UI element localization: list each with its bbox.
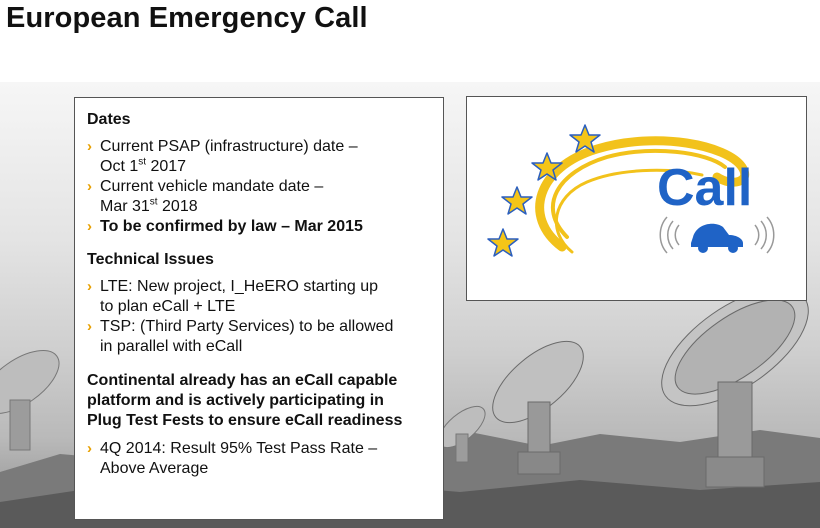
- tsp-line1: TSP: (Third Party Services) to be allowed: [100, 318, 394, 335]
- psap-date-line1: Current PSAP (infrastructure) date –: [100, 138, 358, 155]
- test-result-line2: Above Average: [100, 460, 209, 477]
- info-text-box: [74, 97, 444, 520]
- confirm-by-law: To be confirmed by law – Mar 2015: [100, 218, 363, 235]
- list-item: [87, 439, 431, 479]
- continental-statement: Continental already has an eCall capable platform and is actively participating in Plug Test Fests to ensure eCall readiness: [87, 372, 403, 429]
- list-item: [87, 317, 431, 357]
- lte-line1: LTE: New project, I_HeERO starting up: [100, 278, 379, 295]
- psap-date-line2: Oct 1st 2017: [100, 156, 187, 175]
- bullet-arrow-icon: ›: [87, 218, 92, 235]
- list-item: [87, 137, 431, 177]
- bullet-arrow-icon: ›: [87, 278, 92, 295]
- bullet-arrow-icon: ›: [87, 318, 92, 335]
- list-item: [87, 217, 431, 237]
- tsp-line2: in parallel with eCall: [100, 338, 243, 355]
- lte-line2: to plan eCall + LTE: [100, 298, 236, 315]
- bullet-arrow-icon: ›: [87, 178, 92, 195]
- ecall-logo: [467, 97, 808, 302]
- test-result-line1: 4Q 2014: Result 95% Test Pass Rate –: [100, 440, 378, 457]
- logo-text: Call: [657, 159, 753, 217]
- ecall-logo-box: [466, 96, 807, 301]
- car-icon: [691, 224, 743, 253]
- bullet-arrow-icon: ›: [87, 138, 92, 155]
- page-title: European Emergency Call: [6, 2, 368, 34]
- list-item: [87, 177, 431, 217]
- bullet-arrow-icon: ›: [87, 440, 92, 457]
- vehicle-date-line2: Mar 31st 2018: [100, 196, 198, 215]
- dates-heading: Dates: [87, 111, 131, 128]
- vehicle-date-line1: Current vehicle mandate date –: [100, 178, 324, 195]
- list-item: [87, 277, 431, 317]
- technical-heading: Technical Issues: [87, 251, 214, 268]
